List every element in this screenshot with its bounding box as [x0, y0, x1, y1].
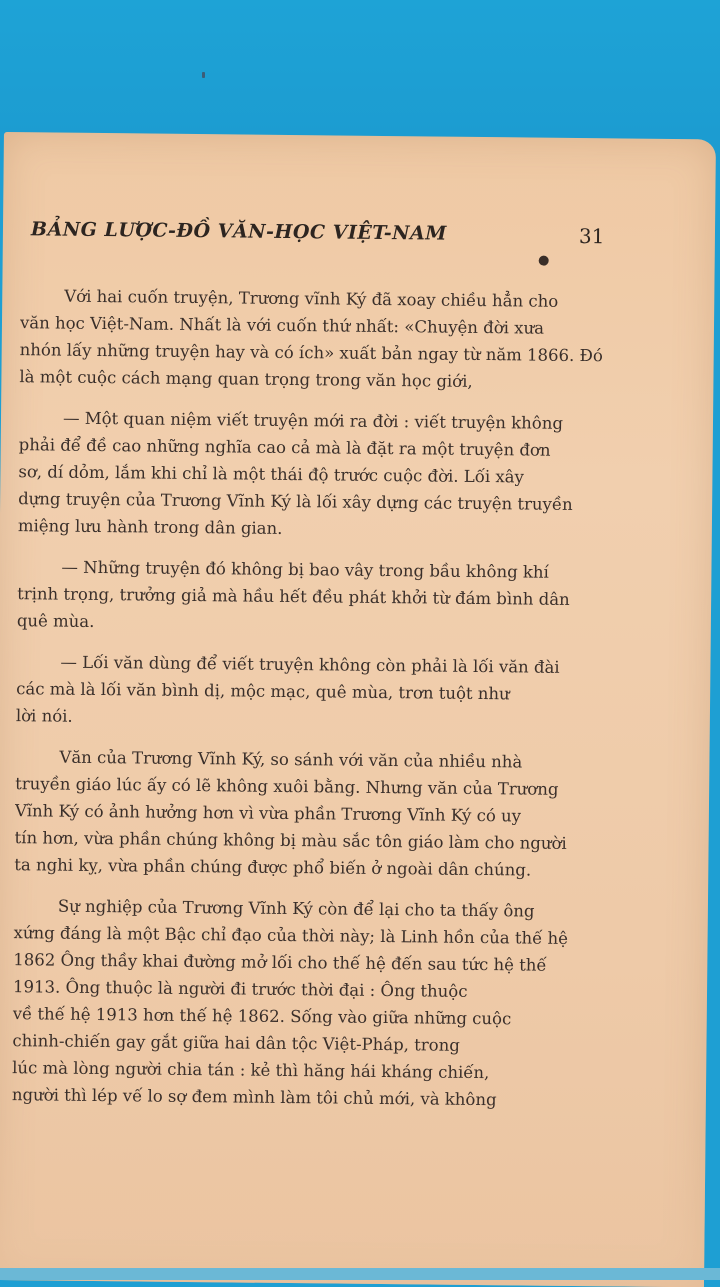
paragraph-6	[12, 892, 612, 1114]
text-line: — Những truyện đó không bị bao vây trong bầu không khí	[61, 557, 549, 582]
text-line: phải để đề cao những nghĩa cao cả mà là đặt ra một truyện đơn	[18, 435, 551, 460]
running-header: BẢNG LƯỢC-ĐỒ VĂN-HỌC VIỆT-NAM	[30, 218, 447, 245]
bottom-edge	[0, 1268, 720, 1280]
text-line: miệng lưu hành trong dân gian.	[17, 516, 283, 538]
text-line: quê mùa.	[16, 611, 95, 631]
text-line: văn học Việt-Nam. Nhất là với cuốn thứ nhất: «Chuyện đời xưa	[19, 313, 545, 338]
text-line: các mà là lối văn bình dị, mộc mạc, quê mùa, trơn tuột như	[16, 679, 510, 704]
text-line: ta nghi kỵ, vừa phần chúng được phổ biến ở ngoài dân chúng.	[14, 855, 532, 880]
text-line: Sự nghiệp của Trương Vĩnh Ký còn để lại cho ta thấy ông	[57, 896, 535, 921]
text-line: lời nói.	[15, 706, 73, 726]
paragraph-2	[18, 404, 617, 545]
text-line: — Lối văn dùng để viết truyện không còn phải là lối văn đài	[60, 652, 560, 677]
text-line: xứng đáng là một Bậc chỉ đạo của thời này; là Linh hồn của thế hệ	[13, 923, 569, 948]
page-body	[12, 282, 619, 1128]
text-line: Với hai cuốn truyện, Trương vĩnh Ký đã xoay chiều hẳn cho	[64, 286, 559, 311]
text-line: lúc mà lòng người chia tán : kẻ thì hăng hái kháng chiến,	[12, 1058, 490, 1083]
text-line: 1913. Ông thuộc là người đi trước thời đại : Ông thuộc	[12, 977, 468, 1001]
background-speck	[202, 72, 205, 78]
text-line: truyền giáo lúc ấy có lẽ không xuôi bằng. Nhưng văn của Trương	[15, 774, 559, 799]
text-line: sơ, dí dỏm, lắm khi chỉ là một thái độ trước cuộc đời. Lối xây	[18, 462, 524, 487]
paragraph-3	[17, 553, 616, 640]
paragraph-1	[19, 282, 618, 396]
text-line: dựng truyện của Trương Vĩnh Ký là lối xây dựng các truyện truyền	[18, 489, 573, 514]
text-line: tín hơn, vừa phần chúng không bị màu sắc tôn giáo làm cho người	[14, 828, 567, 853]
paragraph-5	[14, 743, 613, 884]
text-line: là một cuộc cách mạng quan trọng trong văn học giới,	[19, 367, 473, 391]
text-line: 1862 Ông thầy khai đường mở lối cho thế hệ đến sau tức hệ thế	[13, 950, 547, 975]
text-line: chinh-chiến gay gắt giữa hai dân tộc Việt-Pháp, trong	[12, 1031, 460, 1055]
text-line: Văn của Trương Vĩnh Ký, so sánh với văn của nhiều nhà	[59, 747, 523, 772]
text-line: về thế hệ 1913 hơn thế hệ 1862. Sống vào giữa những cuộc	[12, 1004, 512, 1029]
text-line: người thì lép vế lo sợ đem mình làm tôi chủ mới, và không	[11, 1085, 497, 1110]
page-number: 31	[578, 224, 605, 249]
page-shadow	[0, 1120, 706, 1287]
text-line: trịnh trọng, trưởng giả mà hầu hết đều phát khởi từ đám bình dân	[17, 584, 570, 609]
text-line: Vĩnh Ký có ảnh hưởng hơn vì vừa phần Trương Vĩnh Ký có uy	[14, 801, 522, 826]
paragraph-4	[16, 648, 615, 735]
book-page	[0, 132, 716, 1287]
text-line: nhón lấy những truyện hay và có ích» xuất bản ngay từ năm 1866. Đó	[19, 340, 603, 366]
text-line: — Một quan niệm viết truyện mới ra đời : viết truyện không	[62, 408, 564, 433]
ink-blot	[539, 256, 549, 266]
